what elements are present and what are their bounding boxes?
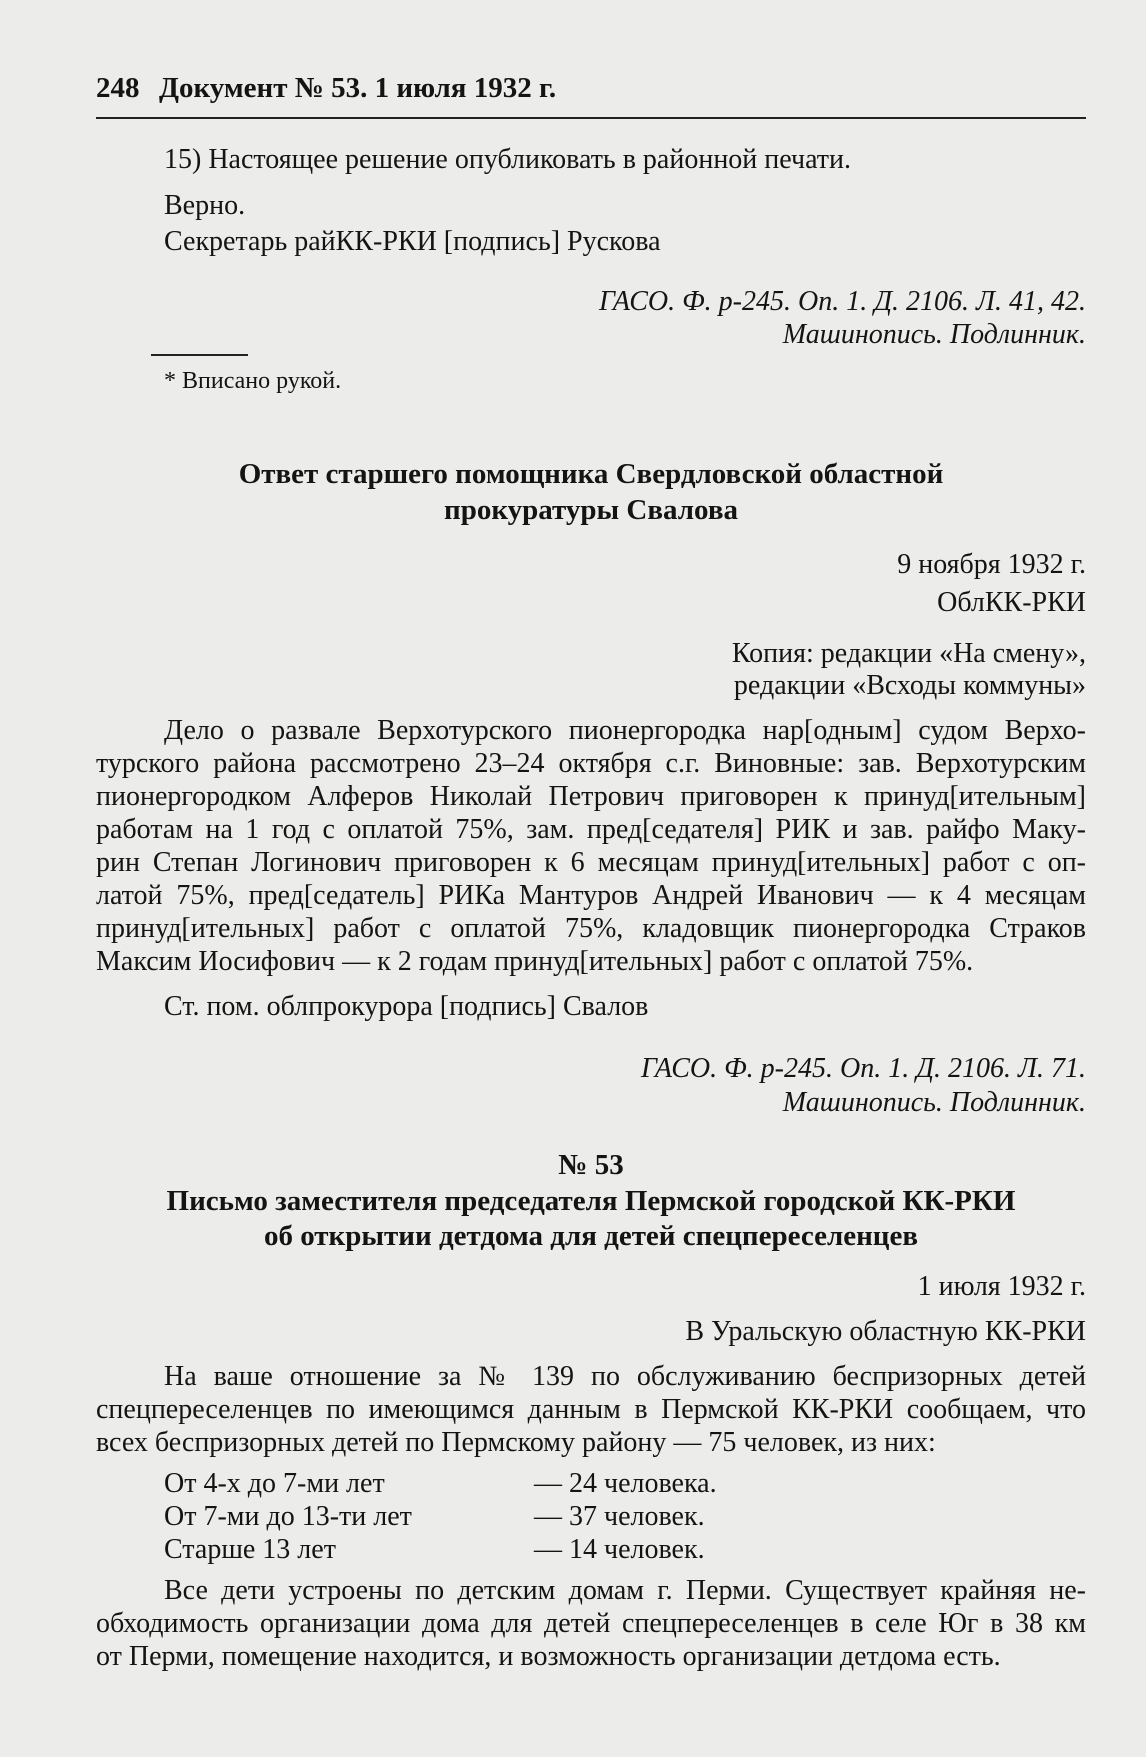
reply-body-line: латой 75%, пред[седатель] РИКа Мантуров Андрей Иванович — к 4 месяцам [96, 880, 1086, 911]
item-15-text: 15) Настоящее решение опубликовать в районной печати. [164, 144, 852, 175]
reply-copy-line-2: редакции «Всходы коммуны» [733, 670, 1086, 701]
running-title: Документ № 53. 1 июля 1932 г. [159, 72, 557, 104]
footnote-rule [151, 354, 248, 356]
reply-copy-line-1: Копия: редакции «На смену», [731, 638, 1086, 669]
document-closing-line: обходимость организации дома для детей спецпереселенцев в селе Юг в 38 км [96, 1608, 1086, 1639]
reply-body-line: принуд[ительных] работ с оплатой 75%, кладовщик пионергородка Страков [96, 913, 1086, 944]
age-count-value: — 37 человек. [534, 1501, 705, 1532]
reply-body-line: пионергородком Алферов Николай Петрович приговорен к принуд[ительным] [96, 781, 1086, 812]
document-intro-line: На ваше отношение за № 139 по обслуживанию беспризорных детей [164, 1361, 1086, 1392]
document-recipient: В Уральскую областную КК-РКИ [685, 1316, 1086, 1347]
document-title-line-1: Письмо заместителя председателя Пермской городской КК-РКИ [166, 1185, 1016, 1217]
reply-body-line: Дело о развале Верхотурского пионергородка нар[одным] судом Верхо- [164, 715, 1086, 746]
document-closing-line: Все дети устроены по детским домам г. Перми. Существует крайняя не- [164, 1575, 1086, 1606]
age-count-value: — 24 человека. [534, 1468, 717, 1499]
reply-body-line: турского района рассмотрено 23–24 октября с.г. Виновные: зав. Верхотурским [96, 748, 1086, 779]
header-rule [96, 117, 1086, 119]
age-range-label: От 7-ми до 13-ти лет [164, 1501, 412, 1532]
document-title-line-2: об открытии детдома для детей спецпереселенцев [263, 1220, 919, 1252]
reply-date: 9 ноября 1932 г. [897, 549, 1086, 580]
reply-signature: Ст. пом. облпрокурора [подпись] Свалов [164, 991, 649, 1022]
age-count-value: — 14 человек. [534, 1534, 705, 1565]
reply-body-line: рин Степан Логинович приговорен к 6 месяцам принуд[ительных] работ с оп- [96, 847, 1086, 878]
document-date: 1 июля 1932 г. [917, 1271, 1086, 1302]
footnote-text: * Вписано рукой. [164, 368, 342, 394]
secretary-signature: Секретарь райКК-РКИ [подпись] Рускова [164, 226, 661, 257]
reply-archive-note: Машинопись. Подлинник. [782, 1087, 1086, 1118]
reply-body-line: работам на 1 год с оплатой 75%, зам. пред[седателя] РИК и зав. райфо Маку- [96, 814, 1086, 845]
reply-recipient: ОблКК-РКИ [937, 587, 1086, 618]
age-range-label: От 4-х до 7-ми лет [164, 1468, 385, 1499]
archive-note: Машинопись. Подлинник. [782, 319, 1086, 350]
reply-archive-reference: ГАСО. Ф. р-245. Оп. 1. Д. 2106. Л. 71. [641, 1053, 1086, 1084]
document-intro-line: спецпереселенцев по имеющимся данным в Пермской КК-РКИ сообщаем, что [96, 1394, 1086, 1425]
certified-text: Верно. [164, 190, 246, 221]
reply-title-line-1: Ответ старшего помощника Свердловской областной [238, 458, 944, 490]
reply-body-line: Максим Иосифович — к 2 годам принуд[ительных] работ с оплатой 75%. [96, 946, 974, 977]
archive-reference: ГАСО. Ф. р-245. Оп. 1. Д. 2106. Л. 41, 42. [599, 286, 1086, 317]
age-range-label: Старше 13 лет [164, 1534, 336, 1565]
page-number: 248 [96, 72, 140, 104]
document-closing-line: от Перми, помещение находится, и возможность организации детдома есть. [96, 1641, 1001, 1672]
document-intro-line: всех беспризорных детей по Пермскому району — 75 человек, из них: [96, 1427, 936, 1458]
document-page [96, 0, 1086, 1757]
document-number: № 53 [558, 1149, 624, 1181]
reply-title-line-2: прокуратуры Свалова [444, 494, 738, 526]
